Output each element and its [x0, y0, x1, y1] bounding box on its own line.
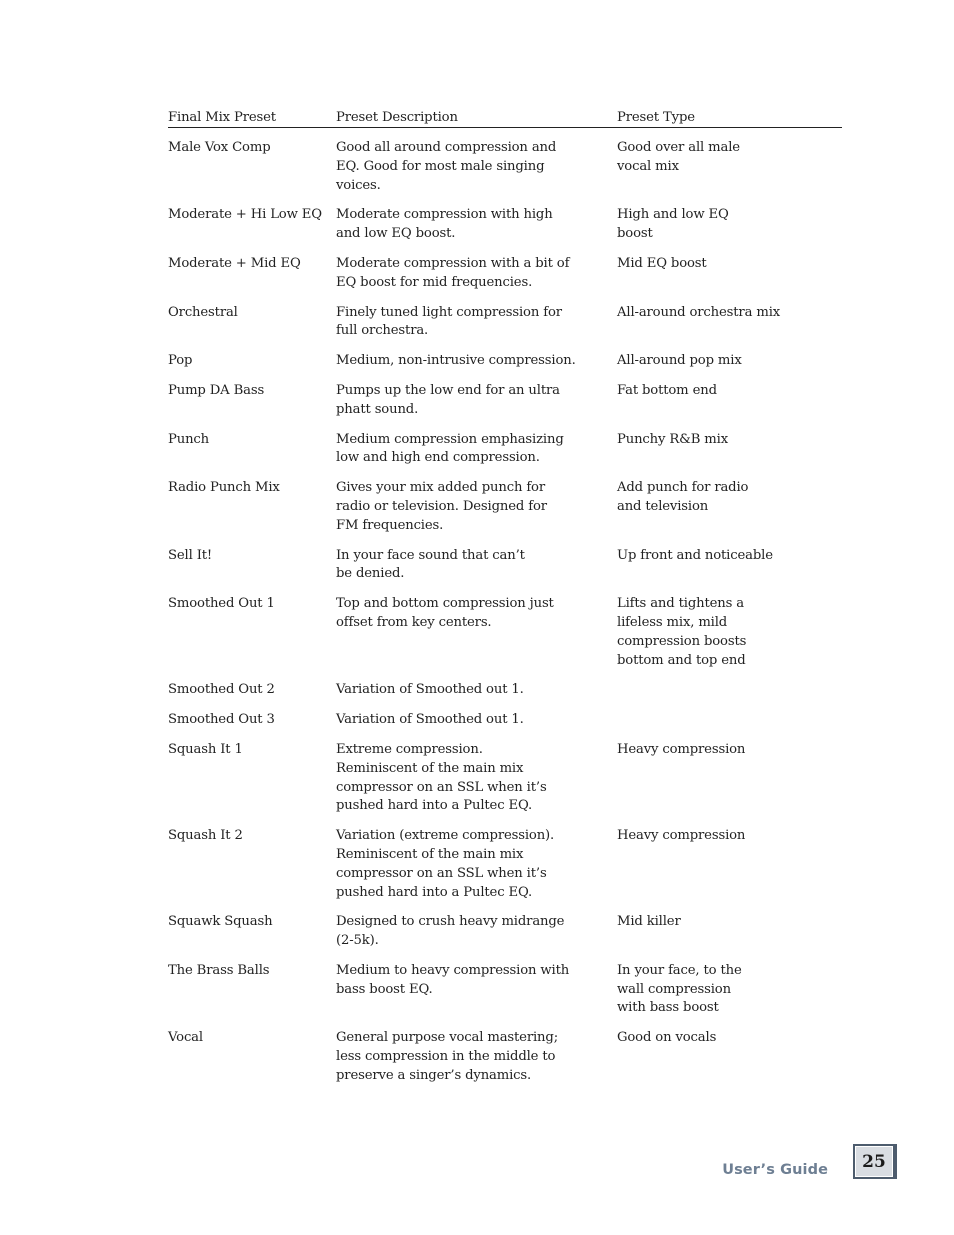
preset-type-cell: Punchy R&B mix: [617, 431, 728, 447]
preset-type-cell: Heavy compression: [617, 741, 746, 757]
table-row: [168, 382, 842, 420]
preset-name-cell: Orchestral: [168, 304, 238, 320]
preset-description-cell: Medium, non-intrusive compression.: [336, 353, 576, 369]
preset-type-cell: All-around pop mix: [617, 353, 742, 369]
preset-description-cell: General purpose vocal mastering; less compression in the middle to preserve a singer’s dynamics.: [336, 1030, 558, 1083]
preset-type-cell: Good over all male vocal mix: [617, 140, 740, 174]
preset-name-cell: Smoothed Out 2: [168, 682, 275, 698]
preset-description-cell: Variation of Smoothed out 1.: [336, 712, 524, 728]
preset-name-cell: Moderate + Hi Low EQ: [168, 207, 322, 223]
preset-table: [168, 109, 842, 1086]
preset-type-cell: Good on vocals: [617, 1030, 717, 1046]
preset-name-cell: Radio Punch Mix: [168, 480, 280, 496]
preset-name-cell: Smoothed Out 1: [168, 596, 275, 612]
preset-description-cell: Gives your mix added punch for radio or television. Designed for FM frequencies.: [336, 480, 547, 533]
table-row: [168, 595, 842, 670]
preset-name-cell: The Brass Balls: [168, 962, 270, 978]
preset-description-cell: Extreme compression. Reminiscent of the main mix compressor on an SSL when it’s pushed hard into a Pultec EQ.: [336, 741, 547, 814]
preset-description-cell: Moderate compression with high and low EQ boost.: [336, 207, 553, 242]
preset-description-cell: Good all around compression and EQ. Good for most male singing voices.: [336, 140, 557, 193]
preset-type-cell: High and low EQ boost: [617, 207, 729, 242]
preset-name-cell: Vocal: [168, 1030, 203, 1046]
table-row: [168, 206, 842, 244]
table-row: [168, 431, 842, 469]
preset-name-cell: Moderate + Mid EQ: [168, 255, 301, 271]
page-number-badge: [853, 1144, 897, 1179]
preset-name-cell: Squash It 1: [168, 741, 243, 757]
preset-name-cell: Squash It 2: [168, 828, 243, 844]
table-row: [168, 741, 842, 816]
table-row: [168, 913, 842, 951]
table-header-row: [168, 109, 842, 128]
preset-description-cell: Medium compression emphasizing low and high end compression.: [336, 431, 564, 466]
preset-name-cell: Sell It!: [168, 547, 213, 563]
table-row: [168, 681, 842, 700]
table-row: [168, 1029, 842, 1085]
preset-description-cell: Medium to heavy compression with bass boost EQ.: [336, 962, 570, 997]
preset-type-cell: Add punch for radio and television: [617, 480, 749, 514]
preset-type-cell: In your face, to the wall compression with bass boost: [617, 962, 742, 1016]
table-row: [168, 962, 842, 1018]
table-row: [168, 479, 842, 535]
footer-users-guide: User’s Guide: [722, 1162, 828, 1178]
table-row: [168, 547, 842, 585]
header-preset-type: Preset Type: [617, 110, 695, 125]
preset-type-cell: All-around orchestra mix: [617, 304, 781, 320]
preset-description-cell: Variation of Smoothed out 1.: [336, 682, 524, 698]
table-body: [168, 139, 842, 1086]
table-row: [168, 711, 842, 730]
page-number: 25: [855, 1146, 893, 1177]
preset-type-cell: [617, 681, 842, 700]
preset-description-cell: Finely tuned light compression for full orchestra.: [336, 304, 562, 339]
preset-type-cell: Fat bottom end: [617, 382, 717, 398]
preset-name-cell: Punch: [168, 431, 209, 447]
preset-name-cell: Male Vox Comp: [168, 140, 271, 155]
table-row: [168, 304, 842, 342]
header-preset-description: Preset Description: [336, 110, 458, 125]
preset-description-cell: In your face sound that can’t be denied.: [336, 547, 525, 582]
preset-description-cell: Top and bottom compression just offset from key centers.: [336, 596, 554, 630]
preset-type-cell: [617, 711, 842, 730]
preset-description-cell: Variation (extreme compression). Reminiscent of the main mix compressor on an SSL when it’s pushed hard into a Pultec EQ.: [336, 828, 555, 900]
table-row: [168, 827, 842, 902]
table-row: [168, 139, 842, 195]
preset-name-cell: Pump DA Bass: [168, 382, 265, 398]
preset-type-cell: Lifts and tightens a lifeless mix, mild compression boosts bottom and top end: [617, 596, 747, 668]
preset-description-cell: Moderate compression with a bit of EQ boost for mid frequencies.: [336, 255, 570, 290]
header-final-mix-preset: Final Mix Preset: [168, 110, 276, 125]
preset-name-cell: Squawk Squash: [168, 914, 273, 930]
preset-name-cell: Pop: [168, 353, 193, 369]
preset-type-cell: Heavy compression: [617, 828, 746, 844]
table-row: [168, 255, 842, 293]
preset-type-cell: Mid EQ boost: [617, 255, 707, 271]
preset-description-cell: Pumps up the low end for an ultra phatt sound.: [336, 382, 560, 417]
preset-type-cell: Up front and noticeable: [617, 547, 773, 563]
preset-type-cell: Mid killer: [617, 914, 681, 930]
preset-name-cell: Smoothed Out 3: [168, 712, 275, 728]
table-row: [168, 352, 842, 371]
preset-description-cell: Designed to crush heavy midrange (2-5k).: [336, 914, 565, 949]
